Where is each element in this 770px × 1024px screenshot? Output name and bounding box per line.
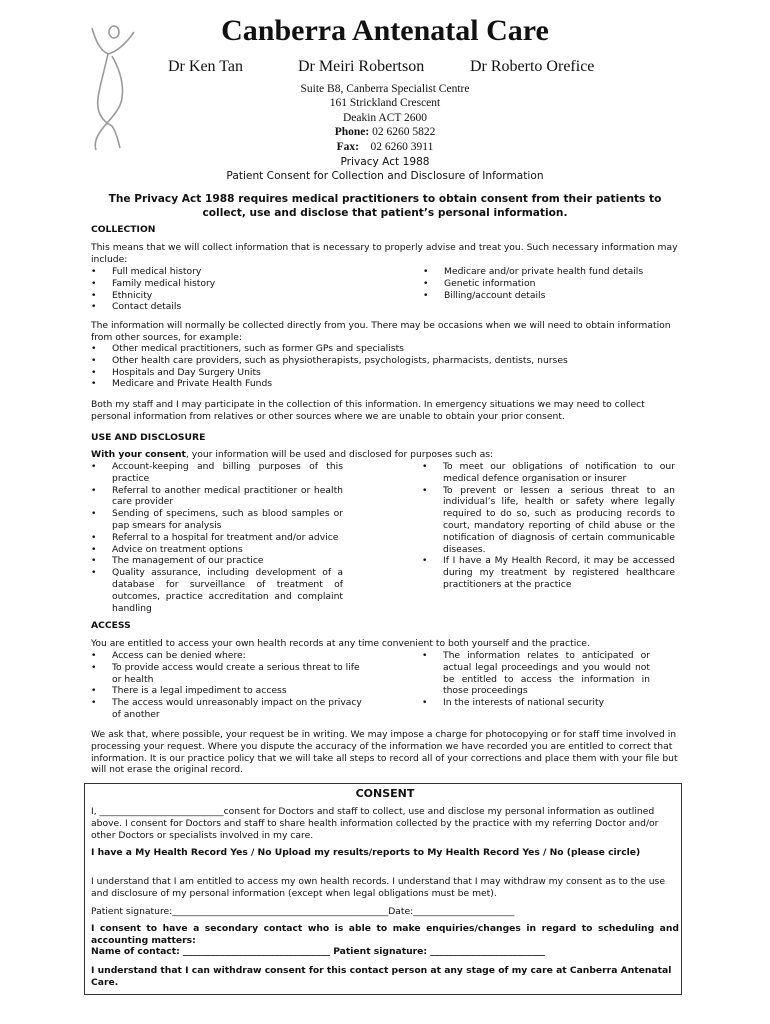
list-item: • Referral to another medical practitioner or health care provider — [91, 485, 343, 509]
lead-statement: The Privacy Act 1988 requires medical practitioners to obtain consent from their patients to collect, use and disclose that patient’s personal information. — [108, 193, 662, 219]
access-list-left — [91, 650, 371, 721]
list-item: • If I have a My Health Record, it may be accessed during my treatment by registered healthcare practitioners at the practice — [422, 555, 675, 590]
collection-list-left — [91, 266, 411, 313]
access-intro: You are entitled to access your own health records at any time convenient to both yourself and the practice. — [91, 638, 590, 649]
phone-line — [0, 125, 770, 139]
address-block — [0, 82, 770, 154]
form-subtitle: Patient Consent for Collection and Disclosure of Information — [226, 170, 544, 182]
phone-label: Phone: — [334, 126, 370, 139]
final-withdraw-statement: I understand that I can withdraw consent for this contact person at any stage of my care at Canberra Antenatal Care. — [91, 965, 672, 988]
use-list-left — [91, 461, 343, 614]
address-line: Suite B8, Canberra Specialist Centre — [300, 83, 470, 95]
secondary-contact-statement: I consent to have a secondary contact who is able to make enquiries/changes in regard to scheduling and accounting matters: — [91, 923, 679, 946]
list-item: • There is a legal impediment to access — [91, 685, 371, 697]
section-heading-use: USE AND DISCLOSURE — [91, 432, 206, 443]
address-line: 161 Strickland Crescent — [329, 97, 441, 110]
consent-text: consent for Doctors and staff to collect, use and disclose my personal information as outlined above. I consent for Doctors and staff to share health information collected by the practice with my referring Doctor and/or other Doctors or specialists involved in my care. — [91, 806, 659, 841]
list-item: • The access would unreasonably impact on the privacy of another — [91, 697, 371, 721]
fax-label: Fax: — [336, 140, 360, 153]
list-item: • To prevent or lessen a serious threat to an individual’s life, health or safety where legally required to do so, such as producing records to court, mandatory reporting of child abuse or the notification of diagnosis of certain communicable diseases. — [422, 485, 675, 556]
fax-number: 02 6260 3911 — [370, 140, 434, 153]
list-item: • Quality assurance, including development of a database for surveillance of treatment of outcomes, practice accreditation and complaint handling — [91, 567, 343, 614]
list-item: • Family medical history — [91, 278, 411, 290]
section-heading-access: ACCESS — [91, 620, 131, 631]
doctor-name: Dr Meiri Robertson — [298, 58, 425, 75]
list-item: • Other health care providers, such as physiotherapists, psychologists, pharmacists, dentists, nurses — [91, 355, 679, 367]
list-item: • Medicare and/or private health fund details — [423, 266, 679, 278]
address-line: Deakin ACT 2600 — [342, 111, 428, 124]
section-heading-collection: COLLECTION — [91, 224, 156, 235]
doctor-name: Dr Ken Tan — [168, 58, 244, 75]
use-intro-bold: With your consent — [91, 449, 186, 460]
collection-sources-list — [91, 343, 679, 390]
list-item: • Access can be denied where: — [91, 650, 371, 662]
list-item: • Contact details — [91, 301, 411, 313]
use-list-right — [422, 461, 675, 591]
name-blank[interactable]: I, ___________________________ — [91, 806, 224, 817]
clinic-title: Canberra Antenatal Care — [221, 14, 549, 47]
use-intro — [91, 449, 679, 461]
list-item: • In the interests of national security — [422, 697, 650, 709]
access-list-right — [422, 650, 650, 709]
fax-line — [0, 140, 770, 154]
list-item: • Hospitals and Day Surgery Units — [91, 367, 679, 379]
list-item: • Billing/account details — [423, 290, 679, 302]
collection-sources-intro: The information will normally be collected directly from you. There may be occasions when we will need to obtain information from other sources, for example: — [91, 320, 671, 343]
collection-intro: This means that we will collect information that is necessary to properly advise and treat you. Such necessary information may include: — [91, 242, 678, 265]
access-note: We ask that, where possible, your request be in writing. We may impose a charge for photocopying or for staff time involved in processing your request. Where you dispute the accuracy of the information we have recorded you are entitled to correct that information. It is our practice policy that we will take all steps to record all of your corrections and place them with your file but will not erase the original record. — [91, 729, 678, 776]
list-item: • The management of our practice — [91, 555, 343, 567]
patient-signature-date-line[interactable]: Patient signature:_______________________________________________Date:______________________ — [91, 906, 515, 917]
my-health-record-question[interactable]: I have a My Health Record Yes / No Upload my results/reports to My Health Record Yes / No (please circle) — [91, 847, 641, 858]
use-intro-rest: , your information will be used and disclosed for purposes such as: — [185, 449, 494, 460]
list-item: • The information relates to anticipated or actual legal proceedings and you would not be entitled to access the information in those proceedings — [422, 650, 650, 697]
consent-statement — [91, 806, 679, 841]
list-item: • Referral to a hospital for treatment and/or advice — [91, 532, 343, 544]
list-item: • Genetic information — [423, 278, 679, 290]
withdraw-statement: I understand that I am entitled to access my own health records. I understand that I may withdraw my consent as to the use and disclosure of my personal information (except when legal obligations must be met). — [91, 876, 665, 899]
contact-name-signature-line[interactable]: Name of contact: ________________________________ Patient signature: _________________________ — [91, 946, 546, 957]
list-item: • Other medical practitioners, such as former GPs and specialists — [91, 343, 679, 355]
list-item: • To provide access would create a serious threat to life or health — [91, 662, 371, 686]
doctor-name: Dr Roberto Orefice — [470, 58, 595, 75]
list-item: • Ethnicity — [91, 290, 411, 302]
collection-list-right — [423, 266, 679, 301]
list-item: • Sending of specimens, such as blood samples or pap smears for analysis — [91, 508, 343, 532]
collection-staff-note: Both my staff and I may participate in the collection of this information. In emergency situations we may need to collect personal information from relatives or other sources where we are unable to obtain your prior consent. — [91, 399, 645, 422]
phone-number: 02 6260 5822 — [372, 126, 436, 139]
privacy-act-title: Privacy Act 1988 — [340, 156, 430, 168]
consent-heading: CONSENT — [355, 787, 415, 800]
list-item: • Advice on treatment options — [91, 544, 343, 556]
list-item: • Medicare and Private Health Funds — [91, 378, 679, 390]
list-item: • To meet our obligations of notification to our medical defence organisation or insurer — [422, 461, 675, 485]
list-item: • Account-keeping and billing purposes of this practice — [91, 461, 343, 485]
list-item: • Full medical history — [91, 266, 411, 278]
